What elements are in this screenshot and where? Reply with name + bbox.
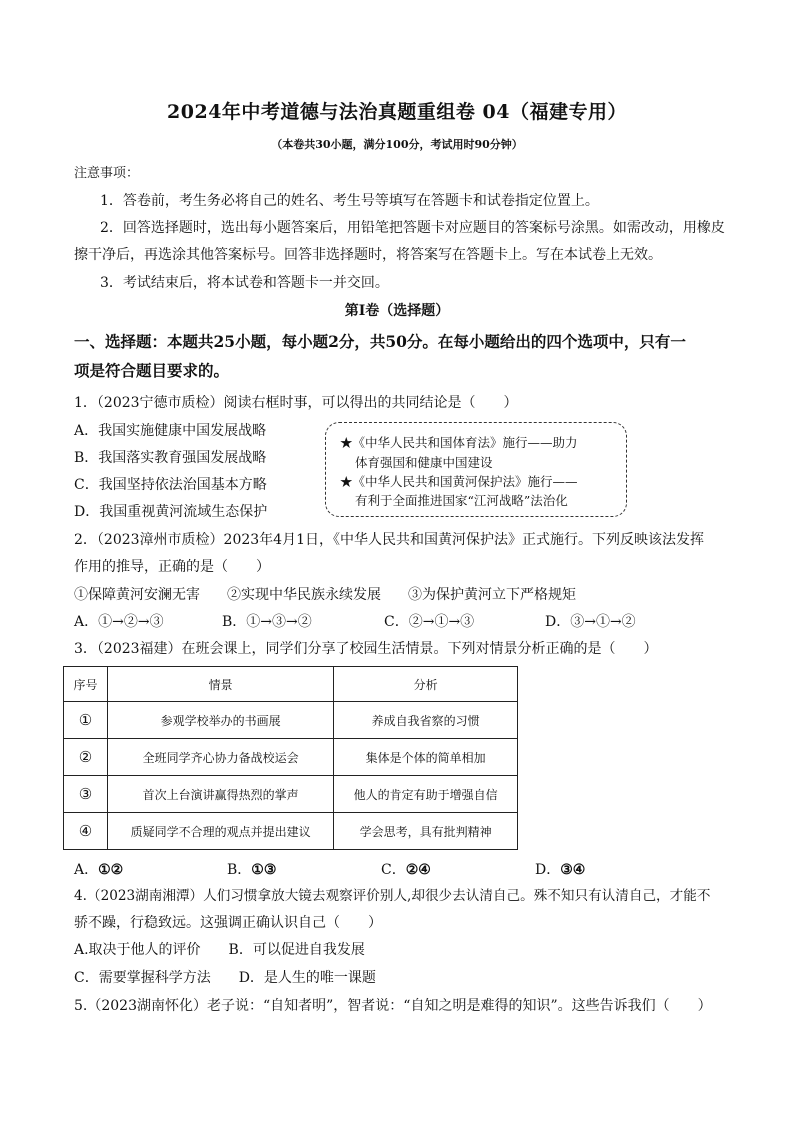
q1-box-line-4: 有利于全面推进国家“江河战略”法治化 (355, 493, 568, 508)
q2-item-1: ①保障黄河安澜无害 (74, 587, 200, 603)
q2-option-c: C．②→①→③ (384, 614, 475, 630)
q3-option-a-value: ①② (98, 862, 124, 878)
q2-option-a: A．①→②→③ (74, 614, 164, 630)
section-heading-line1: 一、选择题：本题共25小题，每小题2分，共50分。在每小题给出的四个选项中，只有一 (74, 332, 686, 351)
q3-header-scene: 情景 (107, 667, 333, 702)
q1-option-d: D．我国重视黄河流域生态保护 (74, 504, 268, 520)
q3-row-index: ① (64, 702, 108, 739)
q4-options-ab: A.取决于他人的评价 B．可以促进自我发展 (74, 942, 365, 958)
q1-option-c: C．我国坚持依法治国基本方略 (74, 477, 267, 493)
q3-row-index: ④ (64, 813, 108, 850)
page-subtitle: （本卷共30小题，满分100分，考试用时90分钟） (271, 138, 523, 151)
q1-box-line-2: 体育强国和健康中国建设 (355, 455, 493, 470)
q2-option-d: D．③→①→② (545, 614, 636, 630)
q3-option-d-value: ③④ (560, 862, 586, 878)
q5-stem: 5.（2023湖南怀化）老子说：“自知者明”，智者说：“自知之明是难得的知识”。这些告诉我们（ ） (74, 998, 712, 1014)
table-row (64, 813, 518, 850)
q3-table (63, 666, 518, 850)
q3-row-scene: 全班同学齐心协力备战校运会 (107, 739, 333, 776)
q1-news-box (325, 422, 627, 517)
q3-row-analysis: 集体是个体的简单相加 (334, 739, 518, 776)
q2-item-2: ②实现中华民族永续发展 (227, 587, 381, 603)
q3-header-index: 序号 (64, 667, 108, 702)
q3-row-index: ② (64, 739, 108, 776)
q2-option-b: B．①→③→② (222, 614, 312, 630)
page-title: 2024年中考道德与法治真题重组卷 04（福建专用） (167, 101, 627, 123)
q3-option-c-value: ②④ (405, 862, 431, 878)
q3-option-b (227, 859, 276, 879)
notice-item-2: 2．回答选择题时，选出每小题答案后，用铅笔把答题卡对应题目的答案标号涂黑。如需改动，用橡皮 (100, 220, 725, 236)
q3-row-scene: 质疑同学不合理的观点并提出建议 (107, 813, 333, 850)
q1-stem: 1．（2023宁德市质检）阅读右框时事，可以得出的共同结论是（ ） (74, 395, 518, 411)
section-heading-line2: 项是符合题目要求的。 (74, 361, 230, 380)
q3-option-c (381, 859, 431, 879)
q2-stem-line1: 2．（2023漳州市质检）2023年4月1日，《中华人民共和国黄河保护法》正式施行。下列反映该法发挥 (74, 532, 704, 548)
q3-row-analysis: 养成自我省察的习惯 (334, 702, 518, 739)
q3-option-d (535, 859, 585, 879)
q2-item-3: ③为保护黄河立下严格规矩 (408, 587, 576, 603)
q1-option-a: A．我国实施健康中国发展战略 (74, 423, 267, 439)
q1-option-b: B．我国落实教育强国发展战略 (74, 450, 267, 466)
table-row (64, 702, 518, 739)
q3-stem: 3．（2023福建）在班会课上，同学们分享了校园生活情景。下列对情景分析正确的是（ ） (74, 641, 658, 657)
q3-option-a (74, 859, 123, 879)
q4-options-cd: C．需要掌握科学方法 D．是人生的唯一课题 (74, 970, 376, 986)
q3-option-b-letter: B． (227, 862, 252, 878)
q4-stem-line1: 4.（2023湖南湘潭）人们习惯拿放大镜去观察评价别人,却很少去认清自己。殊不知只有认清自己，才能不 (74, 888, 711, 904)
notice-heading: 注意事项： (74, 166, 140, 181)
q3-option-c-letter: C． (381, 862, 406, 878)
q3-option-a-letter: A． (74, 862, 99, 878)
part-heading: 第Ⅰ卷（选择题） (344, 303, 450, 319)
q3-table-header (64, 667, 518, 702)
q3-row-analysis: 他人的肯定有助于增强自信 (334, 776, 518, 813)
q3-option-b-value: ①③ (251, 862, 277, 878)
q3-row-scene: 首次上台演讲赢得热烈的掌声 (107, 776, 333, 813)
table-row (64, 776, 518, 813)
q3-option-d-letter: D． (535, 862, 561, 878)
table-row (64, 739, 518, 776)
q3-header-analysis: 分析 (334, 667, 518, 702)
q3-row-scene: 参观学校举办的书画展 (107, 702, 333, 739)
notice-item-3: 3．考试结束后，将本试卷和答题卡一并交回。 (100, 275, 389, 291)
q2-stem-line2: 作用的推导，正确的是（ ） (74, 559, 270, 575)
q3-row-index: ③ (64, 776, 108, 813)
notice-item-2-cont: 擦干净后，再选涂其他答案标号。回答非选择题时，将答案写在答题卡上。写在本试卷上无效。 (74, 247, 662, 263)
q3-row-analysis: 学会思考，具有批判精神 (334, 813, 518, 850)
notice-item-1: 1．答卷前，考生务必将自己的姓名、考生号等填写在答题卡和试卷指定位置上。 (100, 193, 599, 209)
q1-box-line-1: ★《中华人民共和国体育法》施行——助力 (340, 435, 578, 450)
q4-stem-line2: 骄不躁，行稳致远。这强调正确认识自己（ ） (74, 915, 382, 931)
q1-box-line-3: ★《中华人民共和国黄河保护法》施行—— (340, 474, 578, 489)
